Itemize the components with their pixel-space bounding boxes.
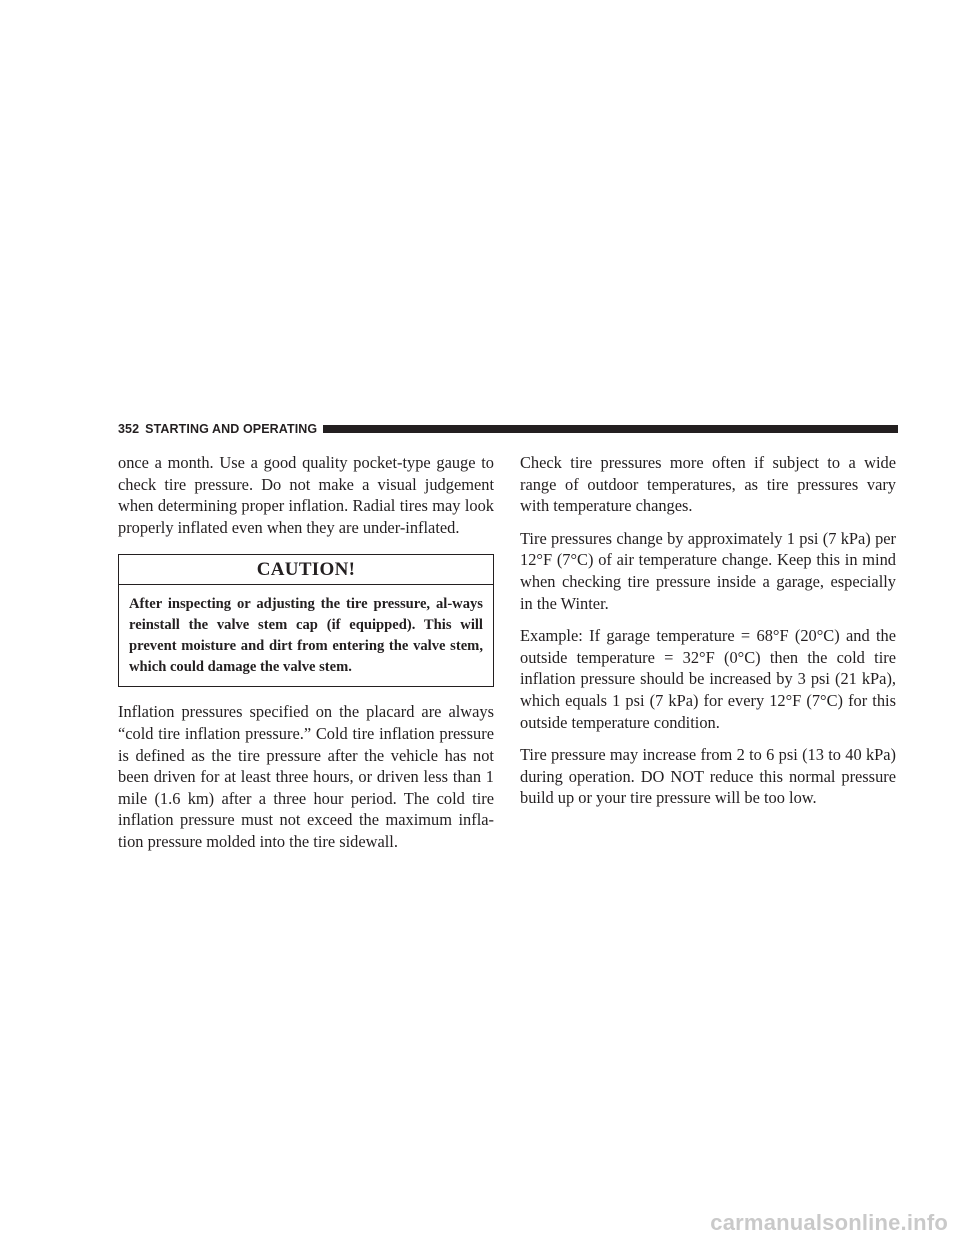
right-paragraph-3: Example: If garage temperature = 68°F (20°C) and the outside temperature = 32°F (0°C) then the cold tire inflation pressure should be increased by 3 psi (21 kPa), which equals 1 psi (7 kPa) for every 12°F (7°C) for this outside temperature condition. <box>520 626 896 732</box>
caution-body: After inspecting or adjusting the tire pressure, al-ways reinstall the valve stem cap (if equipped). This will prevent moisture and dirt from entering the valve stem, which could damage the valve stem. <box>129 596 483 676</box>
left-paragraph-1: once a month. Use a good quality pocket-type gauge to check tire pressure. Do not make a visual judgement when determining proper inflation. Radial tires may look properly inflated even when they are under-inflated. <box>118 453 494 537</box>
watermark: carmanualsonline.info <box>710 1210 948 1235</box>
right-column <box>520 452 896 820</box>
page-header <box>118 421 898 437</box>
left-paragraph-2: Inflation pressures specified on the placard are always “cold tire inflation pressure.” Cold tire inflation pressure is defined as the tire pressure after the vehicle has not been driven for at least three hours, or driven less than 1 mile (1.6 km) after a three hour period. The cold tire inflation pressure must not exceed the maximum infla-tion pressure molded into the tire sidewall. <box>118 702 494 851</box>
right-paragraph-2: Tire pressures change by approximately 1 psi (7 kPa) per 12°F (7°C) of air temperature change. Keep this in mind when checking tire pressure inside a garage, especially in the Winter. <box>520 528 896 613</box>
page-number: 352 <box>118 422 140 436</box>
right-paragraph-4: Tire pressure may increase from 2 to 6 psi (13 to 40 kPa) during operation. DO NOT reduce this normal pressure build up or your tire pressure will be too low. <box>520 745 896 808</box>
caution-title: CAUTION! <box>119 555 493 585</box>
header-rule <box>323 425 898 433</box>
header-text <box>118 421 317 437</box>
left-column <box>118 452 494 864</box>
caution-box <box>118 554 494 687</box>
section-title: STARTING AND OPERATING <box>145 422 318 436</box>
right-paragraph-1: Check tire pressures more often if subject to a wide range of outdoor temperatures, as tire pressures vary with temperature changes. <box>520 453 896 516</box>
